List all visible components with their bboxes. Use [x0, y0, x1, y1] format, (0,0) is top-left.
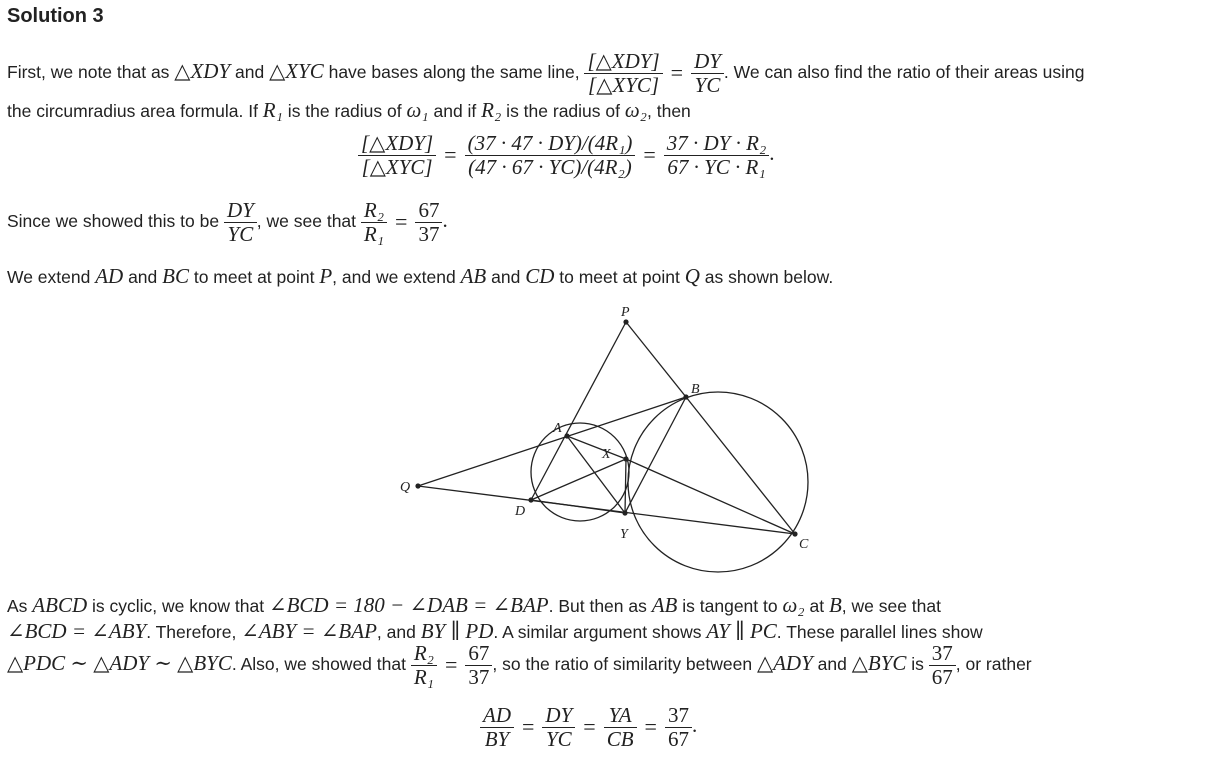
equals: =: [395, 209, 408, 235]
text: and: [486, 267, 526, 287]
math-b: B: [828, 593, 842, 617]
numerator: DY: [542, 704, 575, 728]
denominator: R₁: [363, 221, 385, 246]
fraction: [929, 642, 956, 688]
point-p: [623, 319, 628, 324]
circle-omega2: [628, 392, 808, 572]
equals: =: [444, 142, 457, 168]
numerator: DY: [691, 50, 724, 74]
text: is cyclic, we know that: [87, 596, 269, 616]
segment-pb: [626, 322, 686, 397]
text: and: [230, 62, 270, 82]
math-parallel: AY ∥ PC: [706, 619, 777, 643]
numerator: R₂: [411, 642, 437, 666]
math-triangle: △XDY: [174, 59, 231, 83]
numerator: 37: [665, 704, 692, 728]
fraction: [480, 704, 514, 750]
fraction: [604, 704, 637, 750]
math-ab: AB: [651, 593, 678, 617]
text: and: [812, 653, 852, 674]
text: We extend: [7, 267, 96, 287]
math-ab: AB: [460, 264, 487, 288]
text: , then: [647, 101, 691, 121]
math-r1: R₁: [262, 98, 283, 122]
denominator: CB: [606, 726, 634, 751]
period: .: [691, 712, 698, 737]
text: , we see that: [841, 596, 941, 616]
text: and if: [428, 101, 482, 121]
segment-pa: [531, 322, 626, 500]
numerator: YA: [604, 704, 637, 728]
denominator: 67 · YC · R₁: [667, 154, 766, 179]
point-c: [792, 531, 797, 536]
label-c: C: [799, 537, 809, 552]
text: , and: [376, 622, 421, 642]
math-triangle: △ADY: [756, 650, 813, 675]
segment-bc: [686, 397, 795, 534]
text: to meet at point: [188, 267, 320, 287]
label-q: Q: [400, 480, 411, 495]
text: . These parallel lines show: [776, 622, 983, 642]
text: is the radius of: [501, 101, 625, 121]
label-p: P: [621, 305, 630, 320]
denominator: YC: [694, 72, 721, 97]
equals: =: [644, 714, 657, 740]
math-similarity: △PDC ∼ △ADY ∼ △BYC: [7, 650, 232, 675]
equals: =: [444, 652, 458, 678]
label-b: B: [691, 382, 700, 397]
period: .: [769, 140, 775, 165]
section-heading: Solution 3: [7, 5, 104, 27]
text: . Therefore,: [146, 622, 242, 642]
text: have bases along the same line,: [323, 62, 585, 82]
numerator: R₂: [361, 199, 387, 223]
text: is: [906, 653, 929, 674]
math-parallel: BY ∥ PD: [420, 619, 494, 643]
denominator: 67: [931, 664, 953, 689]
math-r2: R₂: [481, 98, 502, 122]
label-a: A: [553, 421, 562, 436]
text: First, we note that as: [7, 62, 175, 82]
paragraph-7: [7, 642, 1032, 688]
fraction: [542, 704, 575, 750]
math-cd: CD: [525, 264, 555, 288]
point-y: [622, 510, 627, 515]
label-y: Y: [620, 527, 628, 542]
point-b: [683, 394, 688, 399]
math-angle-equation: ∠BCD = ∠ABY: [7, 619, 147, 643]
denominator: YC: [227, 221, 254, 246]
equals: =: [583, 714, 596, 740]
label-x: X: [602, 447, 611, 462]
numerator: 67: [465, 642, 492, 666]
text: Since we showed this to be: [7, 210, 224, 231]
numerator: 67: [415, 199, 442, 223]
fraction: [465, 642, 492, 688]
denominator: BY: [484, 726, 510, 751]
text: at: [804, 596, 829, 616]
period: .: [442, 207, 448, 232]
text: , and we extend: [332, 267, 461, 287]
numerator: 37: [929, 642, 956, 666]
numerator: DY: [224, 199, 257, 223]
math-omega1: ω₁: [406, 98, 429, 122]
text: , we see that: [256, 210, 361, 231]
numerator: 37 · DY · R₂: [664, 132, 769, 156]
denominator: (47 · 67 · YC)/(4R₂): [468, 154, 632, 179]
math-bc: BC: [162, 264, 189, 288]
text: . A similar argument shows: [493, 622, 707, 642]
math-p: P: [319, 264, 333, 288]
fraction: [411, 642, 437, 688]
text: . But then as: [548, 596, 652, 616]
equals: =: [522, 714, 535, 740]
display-equation-2: [480, 704, 697, 750]
text: as shown below.: [699, 267, 834, 287]
segment-dx: [531, 459, 626, 500]
math-abcd: ABCD: [32, 593, 88, 617]
segment-xy: [625, 459, 626, 513]
point-d: [528, 497, 533, 502]
text: , so the ratio of similarity between: [492, 653, 757, 674]
denominator: YC: [546, 726, 572, 751]
math-omega2: ω₂: [782, 593, 805, 617]
denominator: [△XYC]: [361, 154, 433, 179]
math-triangle: △BYC: [851, 650, 907, 675]
equals: =: [670, 60, 684, 86]
text: is tangent to: [677, 596, 783, 616]
math-omega2: ω₂: [624, 98, 647, 122]
math-angle-equation: ∠ABY = ∠BAP: [241, 619, 377, 643]
text: , or rather: [955, 653, 1032, 674]
denominator: R₁: [413, 664, 434, 689]
numerator: [△XDY]: [358, 132, 436, 156]
text: the circumradius area formula. If: [7, 101, 263, 121]
text: . We can also find the ratio of their areas using: [723, 62, 1085, 82]
math-angle-equation: ∠BCD = 180 − ∠DAB = ∠BAP: [269, 593, 549, 617]
point-x: [623, 456, 628, 461]
denominator: [△XYC]: [588, 72, 660, 97]
denominator: 37: [418, 221, 440, 246]
math-ad: AD: [95, 264, 124, 288]
denominator: 67: [667, 726, 689, 751]
fraction: [665, 704, 692, 750]
point-a: [564, 433, 569, 438]
text: As: [7, 596, 33, 616]
text: to meet at point: [554, 267, 685, 287]
equals: =: [643, 142, 656, 168]
label-d: D: [515, 504, 526, 519]
math-q: Q: [684, 264, 700, 288]
paragraph-6: [7, 619, 983, 644]
text: is the radius of: [282, 101, 407, 121]
numerator: AD: [480, 704, 514, 728]
text: and: [123, 267, 163, 287]
point-q: [415, 483, 420, 488]
numerator: (37 · 47 · DY)/(4R₁): [465, 132, 636, 156]
denominator: 37: [468, 664, 490, 689]
paragraph-5: [7, 593, 941, 618]
text: . Also, we showed that: [231, 653, 411, 674]
numerator: [△XDY]: [584, 50, 662, 74]
math-triangle: △XYC: [269, 59, 324, 83]
